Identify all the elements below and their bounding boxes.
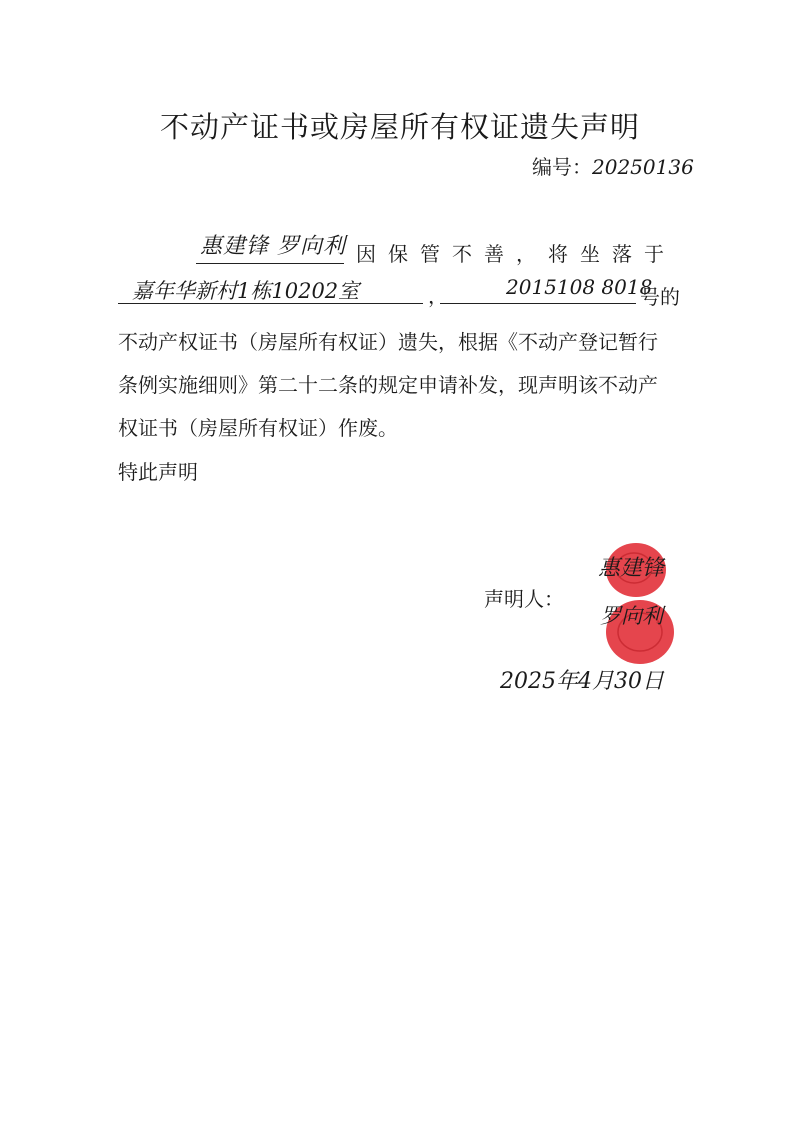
document-title: 不动产证书或房屋所有权证遗失声明 [159,110,640,144]
declaration-date: 2025年4月30日 [500,669,664,694]
signature-2: 罗向利 [600,604,663,628]
paragraph-line-3: 权证书（房屋所有权证）作废。 [118,416,398,440]
comma: ， [428,284,448,308]
address-handwritten: 嘉年华新村1栋10202室 [132,279,360,303]
hao-text: 号的 [640,285,680,309]
closing-text: 特此声明 [118,460,198,484]
number-label: 编号： [532,155,592,179]
declarant-label: 声明人： [484,587,564,611]
certificate-number-handwritten: 2015108 8018 [506,275,653,299]
paragraph-line-1: 不动产权证书（房屋所有权证）遗失，根据《不动产登记暂行 [118,330,658,354]
owners-handwritten: 惠建锋 罗向利 [200,234,346,259]
number-value: 20250136 [592,155,694,179]
signature-1: 惠建锋 [598,556,665,581]
paragraph-line-2: 条例实施细则》第二十二条的规定申请补发，现声明该不动产 [118,373,658,397]
reason-text: 因保管不善，将坐落于 [356,242,676,266]
document-number [532,151,694,180]
